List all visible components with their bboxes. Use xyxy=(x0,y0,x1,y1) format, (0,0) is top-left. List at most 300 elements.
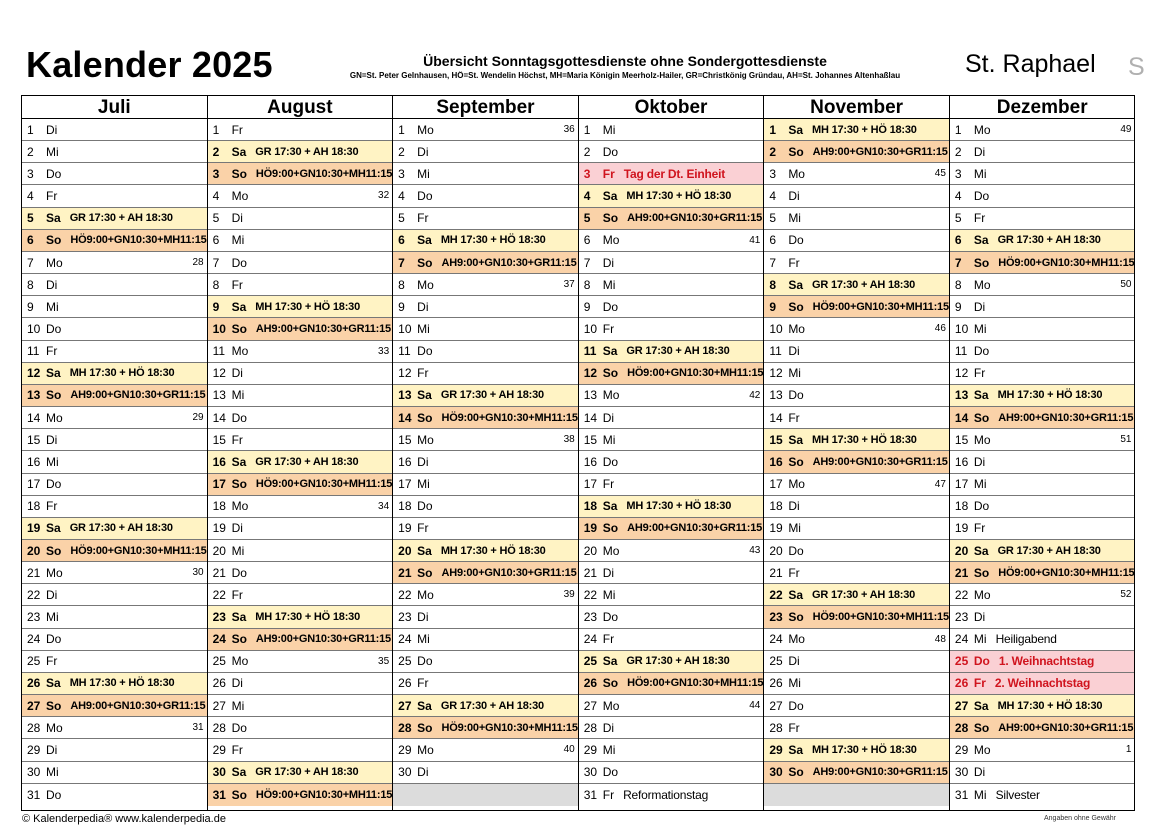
parish-legend: GN=St. Peter Gelnhausen, HÖ=St. Wendelin Höchst, MH=Maria Königin Meerholz-Hailer, GR=Christkönig Gründau, AH=St. Johannes Altenhaßlau xyxy=(349,71,901,80)
day-number: 1 xyxy=(398,122,405,137)
day-row xyxy=(393,363,578,385)
day-number: 10 xyxy=(769,321,783,336)
day-row xyxy=(579,230,764,252)
day-row xyxy=(208,296,393,318)
weekday: Do xyxy=(788,388,804,403)
day-number: 1 xyxy=(769,122,776,137)
day-row xyxy=(22,385,207,407)
weekday: Do xyxy=(46,477,62,492)
day-row xyxy=(393,651,578,673)
day-number: 25 xyxy=(212,654,226,669)
day-row xyxy=(579,119,764,141)
weekday: Mo xyxy=(788,166,805,181)
day-number: 24 xyxy=(27,632,41,647)
day-row xyxy=(764,363,949,385)
service-times: AH9:00+GN10:30+GR11:15 xyxy=(255,322,391,335)
day-number: 20 xyxy=(769,543,783,558)
service-times: HÖ9:00+GN10:30+MH11:15 xyxy=(255,167,393,180)
day-number: 24 xyxy=(769,632,783,647)
day-row xyxy=(22,651,207,673)
day-number: 19 xyxy=(212,521,226,536)
month-column-september xyxy=(393,96,579,810)
weekday: Fr xyxy=(602,166,615,181)
day-row xyxy=(208,274,393,296)
day-number: 18 xyxy=(583,499,598,514)
day-row xyxy=(579,208,764,230)
service-times: GR 17:30 + AH 18:30 xyxy=(69,522,173,535)
day-row xyxy=(950,429,1135,451)
day-row xyxy=(22,252,207,274)
empty-day-cell xyxy=(393,784,578,806)
parish-name-overflow: S xyxy=(1128,53,1145,81)
day-number: 18 xyxy=(27,499,41,514)
weekday: Mo xyxy=(788,632,805,647)
day-row xyxy=(764,474,949,496)
weekday: Mi xyxy=(788,211,801,226)
weekday: Di xyxy=(417,610,429,625)
month-header: November xyxy=(764,96,949,119)
weekday: Mi xyxy=(602,122,616,137)
day-row xyxy=(393,451,578,473)
day-row xyxy=(208,673,393,695)
day-row xyxy=(579,695,764,717)
weekday: Sa xyxy=(46,366,61,381)
weekday: Mo xyxy=(417,742,434,757)
weekday: Do xyxy=(788,698,804,713)
day-row xyxy=(22,673,207,695)
day-number: 2 xyxy=(212,144,220,159)
day-number: 19 xyxy=(583,521,598,536)
day-number: 13 xyxy=(954,388,969,403)
week-number: 39 xyxy=(563,589,575,601)
day-number: 17 xyxy=(769,477,783,492)
day-number: 3 xyxy=(398,166,405,181)
weekday: Mi xyxy=(46,299,59,314)
day-row xyxy=(22,230,207,252)
day-row xyxy=(208,474,393,496)
day-number: 10 xyxy=(954,321,969,336)
day-row xyxy=(208,429,393,451)
day-row xyxy=(208,119,393,141)
day-row xyxy=(393,673,578,695)
day-number: 13 xyxy=(212,388,226,403)
service-times: GR 17:30 + AH 18:30 xyxy=(69,212,173,225)
weekday: Mo xyxy=(417,432,434,447)
day-number: 20 xyxy=(583,543,598,558)
day-number: 25 xyxy=(954,654,969,669)
day-row xyxy=(764,163,949,185)
day-row xyxy=(579,296,764,318)
weekday: Fr xyxy=(973,211,986,226)
day-number: 8 xyxy=(583,277,591,292)
weekday: So xyxy=(231,787,247,802)
service-times: MH 17:30 + HÖ 18:30 xyxy=(440,544,546,557)
weekday: So xyxy=(46,698,62,713)
day-number: 28 xyxy=(398,720,412,735)
day-number: 3 xyxy=(27,166,34,181)
weekday: Di xyxy=(602,565,615,580)
week-number: 31 xyxy=(192,722,204,734)
day-row xyxy=(393,629,578,651)
weekday: So xyxy=(788,765,804,780)
day-row xyxy=(764,208,949,230)
day-row xyxy=(764,341,949,363)
weekday: Mi xyxy=(231,388,245,403)
day-row xyxy=(579,518,764,540)
day-number: 1 xyxy=(27,122,34,137)
day-number: 9 xyxy=(212,299,220,314)
day-row xyxy=(764,252,949,274)
service-times: GR 17:30 + AH 18:30 xyxy=(626,655,730,668)
day-number: 22 xyxy=(398,587,412,602)
day-note: Silvester xyxy=(995,787,1040,802)
day-number: 27 xyxy=(954,698,969,713)
day-number: 29 xyxy=(27,742,41,757)
day-row xyxy=(393,230,578,252)
service-times: GR 17:30 + AH 18:30 xyxy=(997,544,1101,557)
day-row xyxy=(950,208,1135,230)
weekday: Fr xyxy=(417,676,429,691)
day-row xyxy=(22,163,207,185)
day-number: 6 xyxy=(583,233,591,248)
weekday: Sa xyxy=(417,233,432,248)
service-times: MH 17:30 + HÖ 18:30 xyxy=(997,699,1103,712)
day-number: 26 xyxy=(583,676,598,691)
weekday: Di xyxy=(46,432,58,447)
day-number: 30 xyxy=(27,765,41,780)
weekday: So xyxy=(231,321,247,336)
weekday: So xyxy=(602,366,619,381)
empty-day-cell xyxy=(764,784,949,806)
weekday: Mo xyxy=(231,654,249,669)
weekday: So xyxy=(788,299,804,314)
day-number: 14 xyxy=(212,410,226,425)
day-number: 15 xyxy=(27,432,41,447)
day-row xyxy=(950,296,1135,318)
month-column-juli xyxy=(22,96,208,810)
day-row xyxy=(764,318,949,340)
weekday: Fr xyxy=(973,521,986,536)
day-number: 1 xyxy=(212,122,220,137)
day-number: 8 xyxy=(27,277,34,292)
day-row xyxy=(208,562,393,584)
day-row xyxy=(22,717,207,739)
weekday: Di xyxy=(602,720,615,735)
weekday: Do xyxy=(46,321,62,336)
weekday: Fr xyxy=(602,321,615,336)
week-number: 50 xyxy=(1120,279,1132,291)
day-number: 9 xyxy=(954,299,962,314)
page-subtitle: Übersicht Sonntagsgottesdienste ohne Sondergottesdienste xyxy=(423,53,827,69)
day-number: 10 xyxy=(398,321,412,336)
day-row xyxy=(764,562,949,584)
weekday: Di xyxy=(417,299,429,314)
day-number: 9 xyxy=(27,299,34,314)
day-number: 18 xyxy=(398,499,412,514)
service-times: AH9:00+GN10:30+GR11:15 xyxy=(627,522,763,535)
day-number: 23 xyxy=(954,610,969,625)
day-number: 18 xyxy=(212,499,226,514)
day-number: 28 xyxy=(583,720,598,735)
day-row xyxy=(22,363,207,385)
day-number: 20 xyxy=(212,543,226,558)
day-row xyxy=(764,296,949,318)
day-number: 12 xyxy=(27,366,41,381)
week-number: 34 xyxy=(378,500,390,512)
month-header: August xyxy=(208,96,393,119)
day-row xyxy=(579,141,764,163)
page-title: Kalender 2025 xyxy=(26,44,273,85)
day-row xyxy=(764,185,949,207)
day-number: 21 xyxy=(398,565,412,580)
calendar-grid xyxy=(21,95,1135,811)
day-number: 30 xyxy=(398,765,412,780)
service-times: HÖ9:00+GN10:30+MH11:15 xyxy=(627,677,764,690)
weekday: Mi xyxy=(788,366,801,381)
day-row xyxy=(22,562,207,584)
day-row xyxy=(764,695,949,717)
day-number: 22 xyxy=(212,587,226,602)
day-row xyxy=(393,208,578,230)
weekday: Sa xyxy=(417,543,432,558)
weekday: Do xyxy=(417,189,433,204)
weekday: Mi xyxy=(231,543,245,558)
weekday: Do xyxy=(231,565,247,580)
week-number: 42 xyxy=(749,389,761,401)
day-number: 5 xyxy=(398,211,405,226)
day-row xyxy=(208,318,393,340)
weekday: Sa xyxy=(973,233,989,248)
weekday: Sa xyxy=(788,122,803,137)
day-row xyxy=(208,363,393,385)
weekday: Mo xyxy=(417,277,434,292)
day-number: 31 xyxy=(583,787,598,802)
day-number: 21 xyxy=(769,565,783,580)
day-row xyxy=(393,474,578,496)
day-row xyxy=(950,562,1135,584)
day-number: 5 xyxy=(769,211,776,226)
day-row xyxy=(579,673,764,695)
day-row xyxy=(950,717,1135,739)
day-number: 13 xyxy=(27,388,41,403)
day-row xyxy=(764,518,949,540)
day-number: 12 xyxy=(583,366,598,381)
day-number: 18 xyxy=(954,499,969,514)
service-times: HÖ9:00+GN10:30+MH11:15 xyxy=(441,721,578,734)
weekday: Di xyxy=(973,144,986,159)
weekday: Mo xyxy=(602,388,620,403)
weekday: Mi xyxy=(231,698,245,713)
day-note: Reformationstag xyxy=(623,787,709,802)
day-number: 26 xyxy=(212,676,226,691)
day-row xyxy=(393,429,578,451)
day-number: 25 xyxy=(27,654,41,669)
footer-copyright: © Kalenderpedia® www.kalenderpedia.de xyxy=(22,813,226,825)
day-row xyxy=(950,540,1135,562)
weekday: Fr xyxy=(788,255,800,270)
service-times: AH9:00+GN10:30+GR11:15 xyxy=(441,566,577,579)
weekday: Di xyxy=(973,299,986,314)
weekday: Sa xyxy=(231,144,247,159)
day-number: 15 xyxy=(212,432,226,447)
weekday: Di xyxy=(973,610,986,625)
day-row xyxy=(22,296,207,318)
day-number: 6 xyxy=(27,233,34,248)
week-number: 32 xyxy=(378,190,390,202)
day-row xyxy=(950,363,1135,385)
service-times: HÖ9:00+GN10:30+MH11:15 xyxy=(255,478,393,491)
day-number: 12 xyxy=(398,366,412,381)
weekday: Do xyxy=(46,787,62,802)
day-number: 22 xyxy=(27,587,41,602)
day-row xyxy=(22,695,207,717)
day-number: 9 xyxy=(583,299,591,314)
day-row xyxy=(393,119,578,141)
week-number: 46 xyxy=(934,323,946,335)
day-note: Heiligabend xyxy=(995,632,1057,647)
day-number: 20 xyxy=(954,543,969,558)
day-row xyxy=(579,407,764,429)
day-row xyxy=(950,651,1135,673)
day-number: 17 xyxy=(398,477,412,492)
weekday: Di xyxy=(973,454,986,469)
weekday: Mo xyxy=(973,122,991,137)
service-times: HÖ9:00+GN10:30+MH11:15 xyxy=(812,300,949,313)
day-row xyxy=(579,496,764,518)
weekday: Mo xyxy=(973,432,991,447)
weekday: Sa xyxy=(231,299,247,314)
day-number: 5 xyxy=(583,211,591,226)
weekday: Mo xyxy=(231,499,249,514)
service-times: AH9:00+GN10:30+GR11:15 xyxy=(70,699,206,712)
day-number: 4 xyxy=(954,189,962,204)
service-times: MH 17:30 + HÖ 18:30 xyxy=(812,433,917,446)
day-row xyxy=(579,341,764,363)
day-number: 11 xyxy=(398,344,411,359)
day-number: 18 xyxy=(769,499,783,514)
day-number: 4 xyxy=(583,189,591,204)
weekday: Do xyxy=(973,654,990,669)
day-row xyxy=(393,695,578,717)
day-row xyxy=(950,252,1135,274)
weekday: Sa xyxy=(788,432,803,447)
day-number: 7 xyxy=(583,255,591,270)
day-row xyxy=(579,185,764,207)
weekday: Fr xyxy=(46,654,58,669)
weekday: Fr xyxy=(417,211,429,226)
day-number: 26 xyxy=(398,676,412,691)
service-times: AH9:00+GN10:30+GR11:15 xyxy=(441,256,577,269)
day-number: 4 xyxy=(398,189,405,204)
day-row xyxy=(22,318,207,340)
day-number: 15 xyxy=(954,432,969,447)
weekday: Fr xyxy=(231,742,243,757)
weekday: So xyxy=(417,720,433,735)
weekday: Fr xyxy=(46,189,58,204)
day-row xyxy=(393,274,578,296)
day-number: 26 xyxy=(27,676,41,691)
weekday: Mo xyxy=(46,720,63,735)
day-row xyxy=(393,407,578,429)
day-row xyxy=(393,739,578,761)
weekday: Fr xyxy=(602,632,615,647)
day-number: 23 xyxy=(212,610,226,625)
day-row xyxy=(950,163,1135,185)
day-number: 3 xyxy=(769,166,776,181)
day-row xyxy=(950,762,1135,784)
weekday: Mi xyxy=(602,587,616,602)
day-number: 27 xyxy=(398,698,412,713)
day-row xyxy=(22,185,207,207)
weekday: Sa xyxy=(231,610,247,625)
day-row xyxy=(950,584,1135,606)
day-row xyxy=(208,496,393,518)
day-number: 21 xyxy=(27,565,41,580)
day-number: 19 xyxy=(398,521,412,536)
day-number: 19 xyxy=(769,521,783,536)
weekday: Mi xyxy=(973,787,987,802)
day-number: 28 xyxy=(769,720,783,735)
day-row xyxy=(393,318,578,340)
weekday: Fr xyxy=(788,565,800,580)
weekday: Mi xyxy=(417,166,430,181)
weekday: Di xyxy=(788,499,800,514)
weekday: Sa xyxy=(788,742,803,757)
weekday: Sa xyxy=(788,587,803,602)
day-number: 24 xyxy=(954,632,969,647)
day-number: 16 xyxy=(212,454,226,469)
day-row xyxy=(393,163,578,185)
day-number: 29 xyxy=(769,742,783,757)
day-number: 30 xyxy=(954,765,969,780)
weekday: Mi xyxy=(46,144,59,159)
weekday: Mi xyxy=(46,454,59,469)
day-row xyxy=(579,739,764,761)
weekday: So xyxy=(788,610,804,625)
day-number: 20 xyxy=(27,543,41,558)
weekday: Mi xyxy=(788,521,801,536)
weekday: Do xyxy=(417,499,433,514)
service-times: HÖ9:00+GN10:30+MH11:15 xyxy=(812,611,949,624)
day-row xyxy=(393,341,578,363)
weekday: Di xyxy=(46,277,58,292)
service-times: GR 17:30 + AH 18:30 xyxy=(812,588,916,601)
day-number: 13 xyxy=(769,388,783,403)
weekday: Mo xyxy=(46,565,63,580)
day-number: 17 xyxy=(954,477,969,492)
weekday: Mo xyxy=(602,543,620,558)
weekday: Sa xyxy=(602,654,618,669)
week-number: 41 xyxy=(749,234,761,246)
day-row xyxy=(393,185,578,207)
day-row xyxy=(764,119,949,141)
weekday: So xyxy=(417,255,433,270)
day-row xyxy=(950,119,1135,141)
day-number: 1 xyxy=(954,122,962,137)
day-number: 6 xyxy=(769,233,776,248)
weekday: Di xyxy=(231,521,243,536)
day-number: 3 xyxy=(212,166,220,181)
day-row xyxy=(22,518,207,540)
day-row xyxy=(579,629,764,651)
weekday: Do xyxy=(417,344,433,359)
weekday: Do xyxy=(788,543,804,558)
month-header: Dezember xyxy=(950,96,1135,119)
day-number: 30 xyxy=(212,765,226,780)
day-number: 29 xyxy=(583,742,598,757)
day-number: 14 xyxy=(954,410,969,425)
weekday: Do xyxy=(602,454,619,469)
